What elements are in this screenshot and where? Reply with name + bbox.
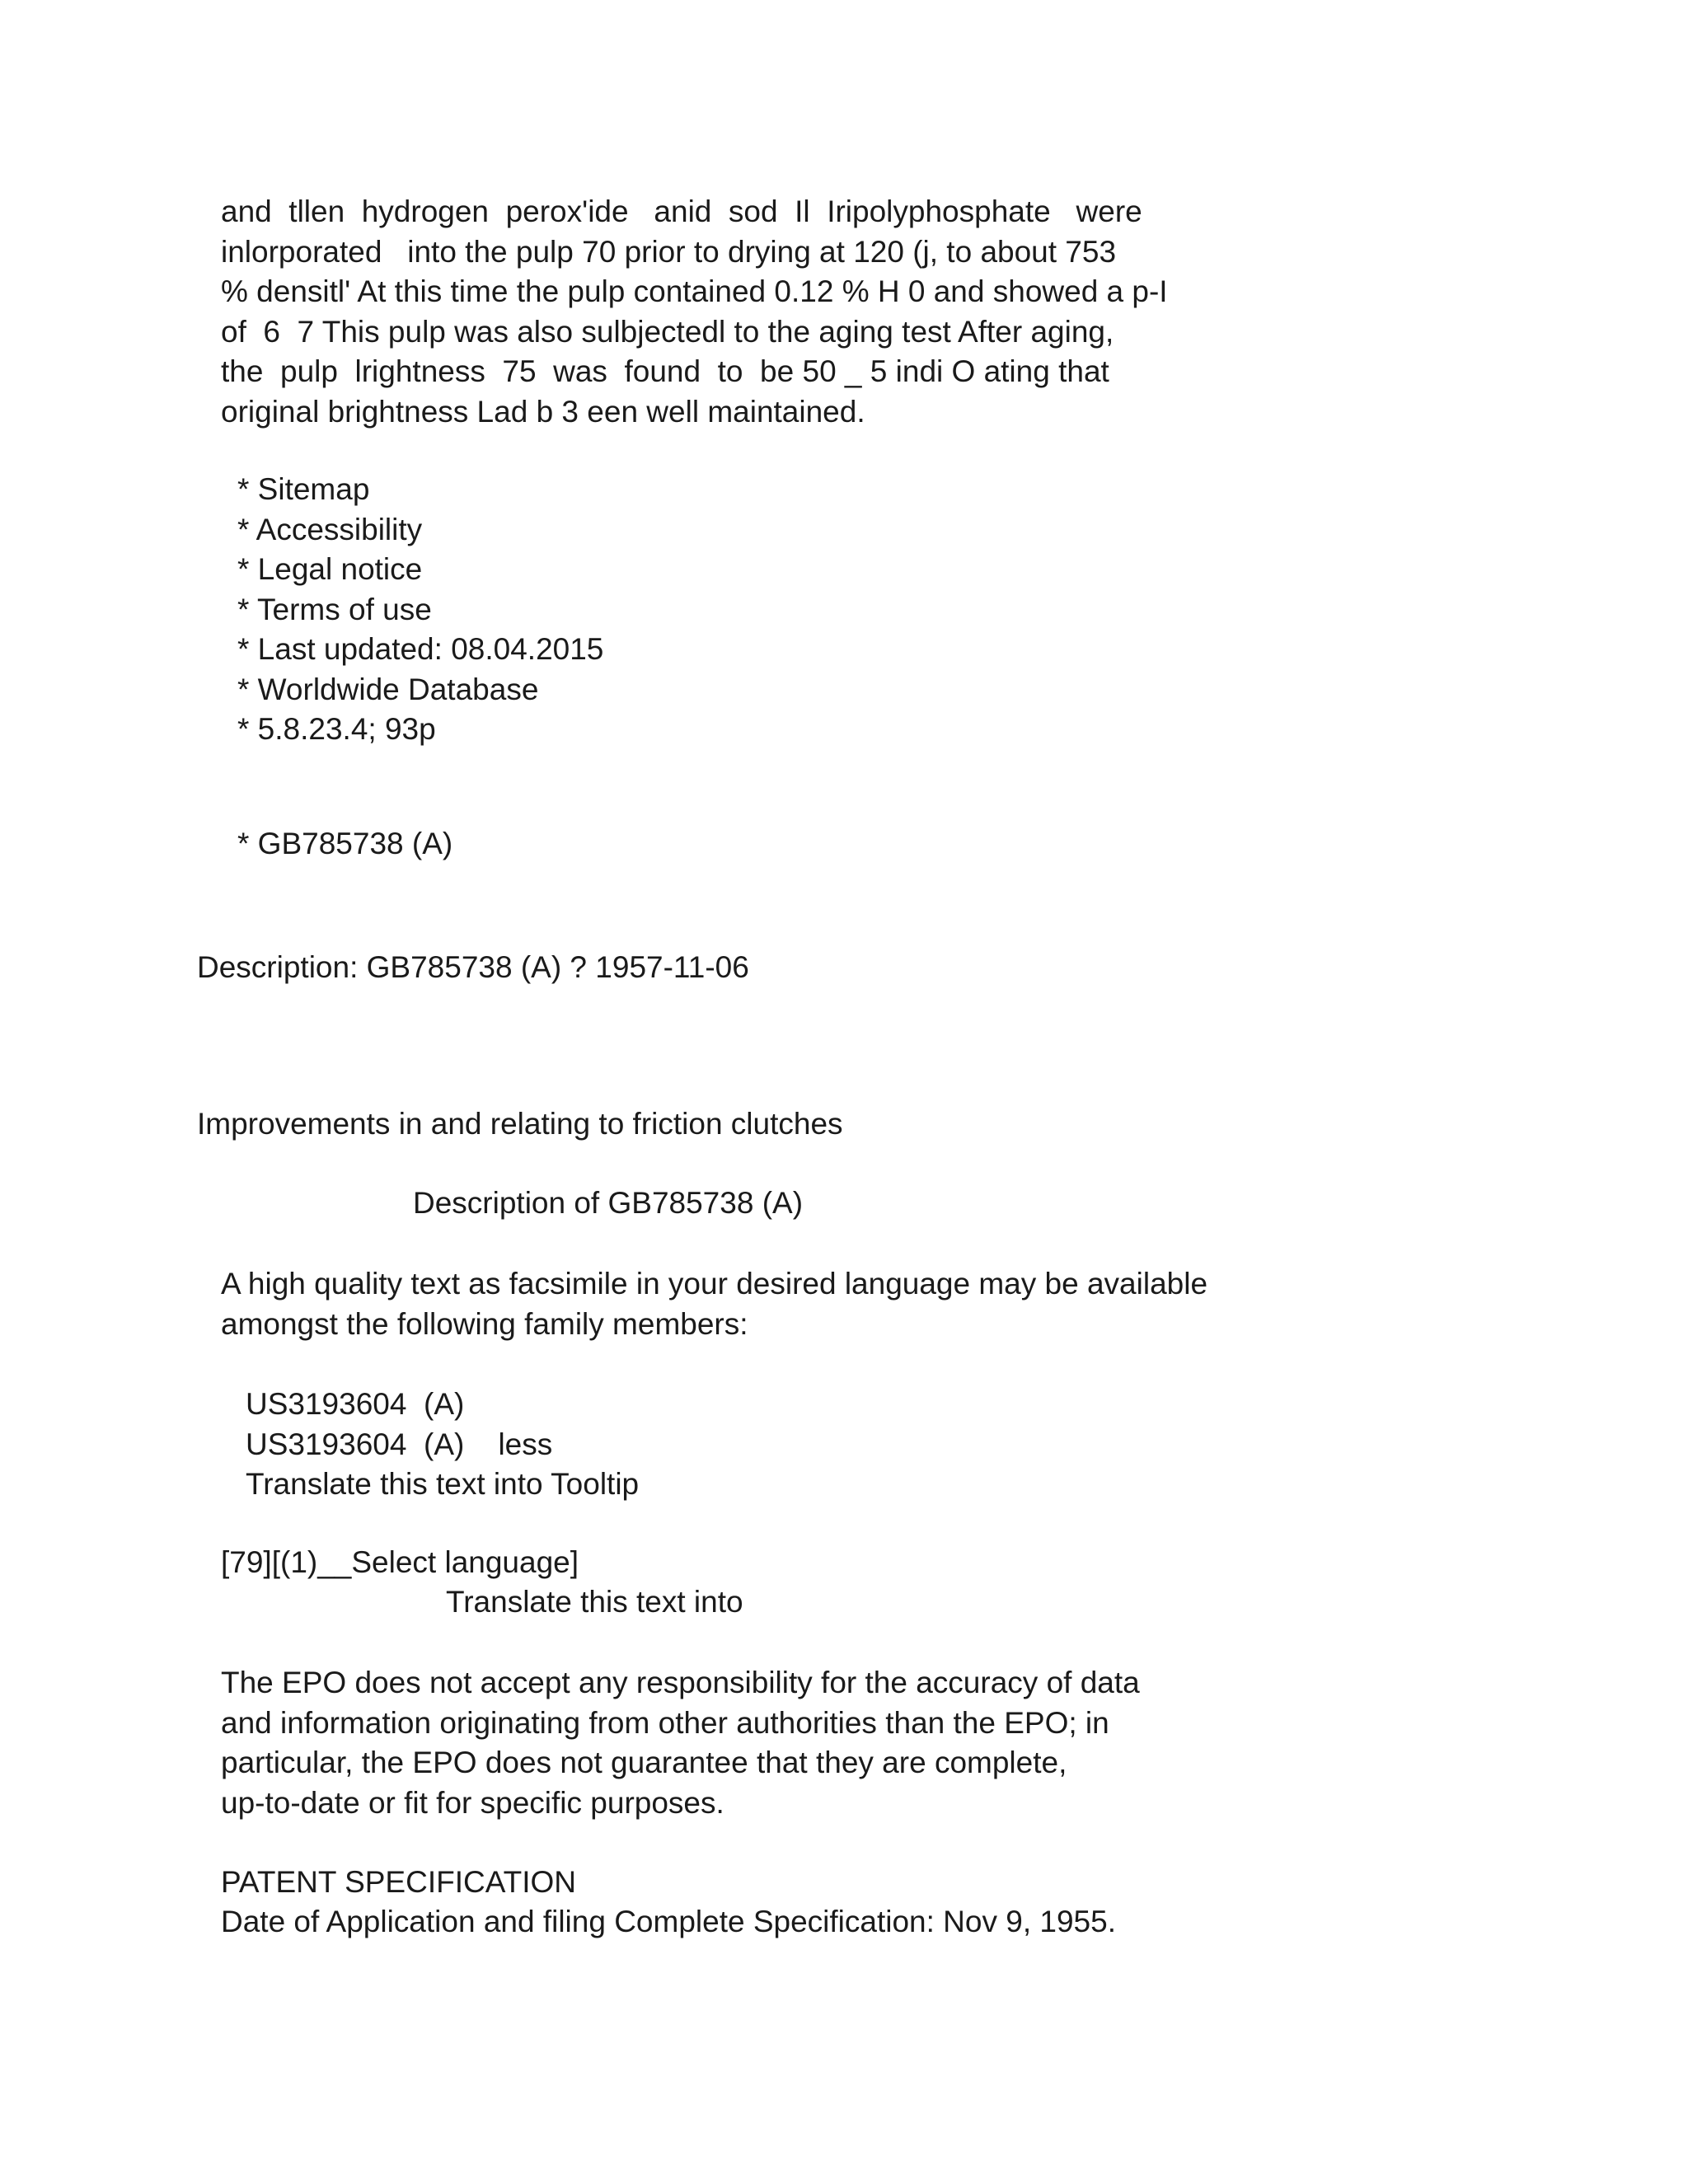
facsimile-note-line: A high quality text as facsimile in your desired language may be available (221, 1267, 1208, 1301)
description-of-text: Description of GB785738 (A) (413, 1186, 804, 1220)
nav-link-accessibility[interactable]: * Accessibility (237, 512, 423, 546)
document-title-text: Improvements in and relating to friction clutches (197, 1107, 843, 1141)
paragraph-line: the pulp lrightness 75 was found to be 50 _ 5 indi O ating that (221, 354, 1109, 388)
publication-reference-text: * GB785738 (A) (237, 827, 453, 860)
select-language-text: [79][(1)__Select language] (221, 1545, 579, 1579)
disclaimer-line: particular, the EPO does not guarantee that they are complete, (221, 1746, 1067, 1779)
description-header (197, 948, 749, 988)
intro-paragraph (221, 192, 1168, 432)
translate-tooltip-text: Translate this text into Tooltip (246, 1467, 640, 1501)
patent-specification-heading (221, 1863, 576, 1903)
date-of-application (221, 1902, 1116, 1943)
nav-link-worldwide-database[interactable]: * Worldwide Database (237, 672, 539, 706)
family-member-link[interactable]: US3193604 (A) (246, 1387, 465, 1421)
family-members-list (246, 1385, 639, 1505)
epo-disclaimer (221, 1663, 1140, 1823)
disclaimer-line: The EPO does not accept any responsibility for the accuracy of data (221, 1666, 1140, 1699)
last-updated-text: * Last updated: 08.04.2015 (237, 632, 604, 666)
select-language-control[interactable] (221, 1543, 579, 1583)
publication-reference[interactable] (237, 824, 452, 865)
paragraph-line: % densitl' At this time the pulp contained 0.12 % H 0 and showed a p-I (221, 274, 1168, 308)
date-of-application-text: Date of Application and filing Complete Specification: Nov 9, 1955. (221, 1905, 1116, 1938)
nav-link-sitemap[interactable]: * Sitemap (237, 472, 370, 506)
footer-nav-list (237, 470, 603, 750)
nav-link-legal-notice[interactable]: * Legal notice (237, 552, 423, 586)
paragraph-line: of 6 7 This pulp was also sulbjectedl to the aging test After aging, (221, 314, 1114, 349)
description-of-heading (413, 1183, 803, 1224)
disclaimer-line: up-to-date or fit for specific purposes. (221, 1785, 724, 1820)
paragraph-line: original brightness Lad b 3 een well maintained. (221, 394, 865, 429)
patent-specification-text: PATENT SPECIFICATION (221, 1865, 577, 1899)
version-text: * 5.8.23.4; 93p (237, 712, 436, 746)
document-title (197, 1104, 843, 1145)
facsimile-note (221, 1264, 1207, 1344)
translate-into-label (446, 1582, 743, 1623)
nav-link-terms-of-use[interactable]: * Terms of use (237, 592, 432, 626)
disclaimer-line: and information originating from other authorities than the EPO; in (221, 1705, 1109, 1740)
paragraph-line: and tllen hydrogen perox'ide anid sod Il Iripolyphosphate were (221, 194, 1142, 228)
translate-into-text: Translate this text into (446, 1585, 743, 1619)
paragraph-line: inlorporated into the pulp 70 prior to drying at 120 (j, to about 753 (221, 234, 1117, 269)
description-header-text: Description: GB785738 (A) ? 1957-11-06 (197, 950, 749, 984)
facsimile-note-line: amongst the following family members: (221, 1306, 748, 1341)
family-member-less-link[interactable]: US3193604 (A) less (246, 1427, 553, 1461)
